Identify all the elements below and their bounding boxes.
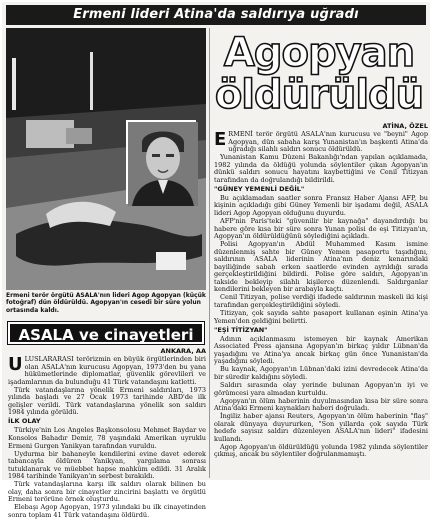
paragraph: Agop Agopyan'ın öldürüldüğü yolunda 1982 yılında söylentiler çıkmış, ancak bu söylentiler doğrulanmamıştı.: [214, 442, 428, 459]
paragraph: Uydurma bir bahaneyle kendilerini evine davet ederek tabancayla öldüren Yanikyan, yargılama sonrası tutuklanarak ve müebbet hapse mahkûm edildi. 31 Aralık 1984 tarihinde Yanikyan'ın serbest bırakıldı.: [8, 449, 206, 481]
crime-scene-photo: [6, 28, 206, 290]
photo-caption: Ermeni terör örgütü ASALA'nın lideri Agop Agopyan (küçük fotoğraf) dün öldürüldü. Agopyan'ın cesedi bir süre yolun ortasında kaldı.: [6, 292, 206, 314]
headline-line-1: Agopyan: [223, 30, 415, 76]
paragraph: Yunanistan Kamu Düzeni Bakanlığı'ndan yapılan açıklamada, 1982 yılında da öldüğü yolunda söylentiler çıkan Agopyan'ın dünkü saldırı sonucu hayatını kaybettiğini ve Cenil Titizyan tarafından da doğrulandığı bildirildi.: [214, 153, 428, 184]
paragraph: Elebaşı Agop Agopyan, 1973 yılındaki bu ilk cinayetinden sonra toplam 41 Türk vatandaşını öldürdü.: [8, 503, 206, 519]
paragraph: Polisi Agopyan'ın Abdül Muhammed Kasım ismine düzenlenmiş sahte bir Güney Yemen pasaportu taşıdığını, saldırının ASALA liderinin Atina'nın deniz kenarındaki bayiliğinde sabah erken saatlerde evinden ayrıldığı sırada gerçekleştirildiğini bildirdi. Polise göre saldırı, Agopyan'ın takside bekleyip silahlı kişilerce düzenlendi. Saldırganlar kendilerini bekleyen bir arabayla kaçtı.: [214, 240, 428, 294]
right-article-body: [214, 131, 428, 478]
lead-paragraph: ULUSLARARASI terörizmin en büyük örgütlerinden biri olan ASALA'nın kurucusu Agopyan, 1973'den bu yana hükümetlerinde diplomatlar, güvenlik görevlileri ve işadamlarının da bulunduğu 41 Türk vatandaşını katletti.: [8, 354, 206, 386]
headline-line-2: öldürüldü: [214, 72, 424, 118]
drop-cap: E: [214, 129, 227, 150]
paragraph: AFP'nin Paris'teki "güvenilir bir kaynağa" dayandırdığı bu habere göre kısa bir süre sonra Yunan polisi de eşi Titizyan'ın, Agopyan'ın öldürüldüğünü söylediğini açıkladı.: [214, 217, 428, 241]
paragraph: Bu açıklamadan saatler sonra Fransız Haber Ajansı AFP, bu kişinin açıkladığı gibi Güney Yemenli bir işadamı değil, ASALA lideri Agop Agopyan olduğunu duyurdu.: [214, 193, 428, 217]
subheading: İLK OLAY: [8, 417, 41, 426]
paragraph: Bu kaynak, Agopyan'ın Lübnan'daki izini devredecek Atina'da bir süredir kaldığını söyledi.: [214, 365, 428, 381]
right-dateline: ATİNA, ÖZEL: [382, 122, 428, 130]
paragraph: Titizyan, çok sayıda sahte pasaport kullanan eşinin Atina'ya Yemen'den geldiğini belirtti.: [214, 309, 428, 325]
left-dateline: ANKARA, AA: [160, 347, 206, 355]
sidebar-box-title: ASALA ve cinayetleri: [8, 322, 204, 344]
subheading: "GÜNEY YEMENLİ DEĞİL": [214, 184, 305, 193]
column-divider: [209, 28, 210, 478]
lead-paragraph: ERMENİ terör örgütü ASALA'nın kurucusu ve "beyni" Agop Agopyan, dün sabaha karşı Yunanistan'ın başkenti Atina'da uğradığı silahlı saldırı sonucu öldürüldü.: [214, 129, 428, 154]
subheading: "EŞİ TİTİZYAN": [214, 325, 268, 334]
paragraph: Türk vatandaşlarına yönelik Ermeni saldırıları, 1973 yılında başladı ve 27 Ocak 1973 tarihinde ABD'de ilk gelişler verildi. Türk vatandaşlarına yönelik son saldırı 1984 yılında görüldü.: [8, 385, 206, 417]
left-article-body: [8, 354, 206, 519]
paragraph: Agopyan'ın ölüm haberinin duyulmasından kısa bir süre sonra Atina'daki Ermeni kaynakları haberi doğruladı.: [214, 396, 428, 413]
portrait-inset: [126, 120, 196, 204]
paragraph: Adının açıklanmasını istemeyen bir kaynak Amerikan Associated Press ajansına Agopyan'ın birkaç yıldır Lübnan'da yaşadığını ve Atina'ya ancak birkaç gün önce Yunanistan'da yaşadığını söyledi.: [214, 334, 428, 366]
newspaper-clipping: [2, 2, 430, 519]
main-headline: [214, 32, 424, 116]
drop-cap: U: [8, 354, 23, 375]
paragraph: Saldırı sırasında olay yerinde bulunan Agopyan'ın iyi ve görümcesi yara almadan kurtuldu.: [214, 381, 428, 397]
paragraph: İngiliz haber ajansı Reuters, Agopyan'ın ölüm haberinin "flaş" olarak dünyaya duyururken, "Son yıllarda çok sayıda Türk hedefe sayısız saldırı düzenleyen ASALA'nın lideri" ifadesini kullandı.: [214, 412, 428, 443]
paragraph: Türkiye'nin Los Angeles Başkonsolosu Mehmet Baydar ve Konsolos Bahadır Demir, 78 yaşındaki Amerikan uyruklu Ermeni Gurgen Yanikyan tarafından vuruldu.: [8, 426, 206, 450]
paragraph: Cenil Titizyan, polise verdiği ifadede saldırının maskeli iki kişi tarafından gerçekleştirildiğini söyledi.: [214, 293, 428, 310]
banner-headline: Ermeni lideri Atina'da saldırıya uğradı: [6, 5, 426, 25]
paragraph: Türk vatandaşlarına karşı ilk saldırı olarak bilinen bu olay, daha sonra bir cinayetler zincirini başlattı ve örgütlü Ermeni terörüne örnek oluşturdu.: [8, 480, 206, 504]
